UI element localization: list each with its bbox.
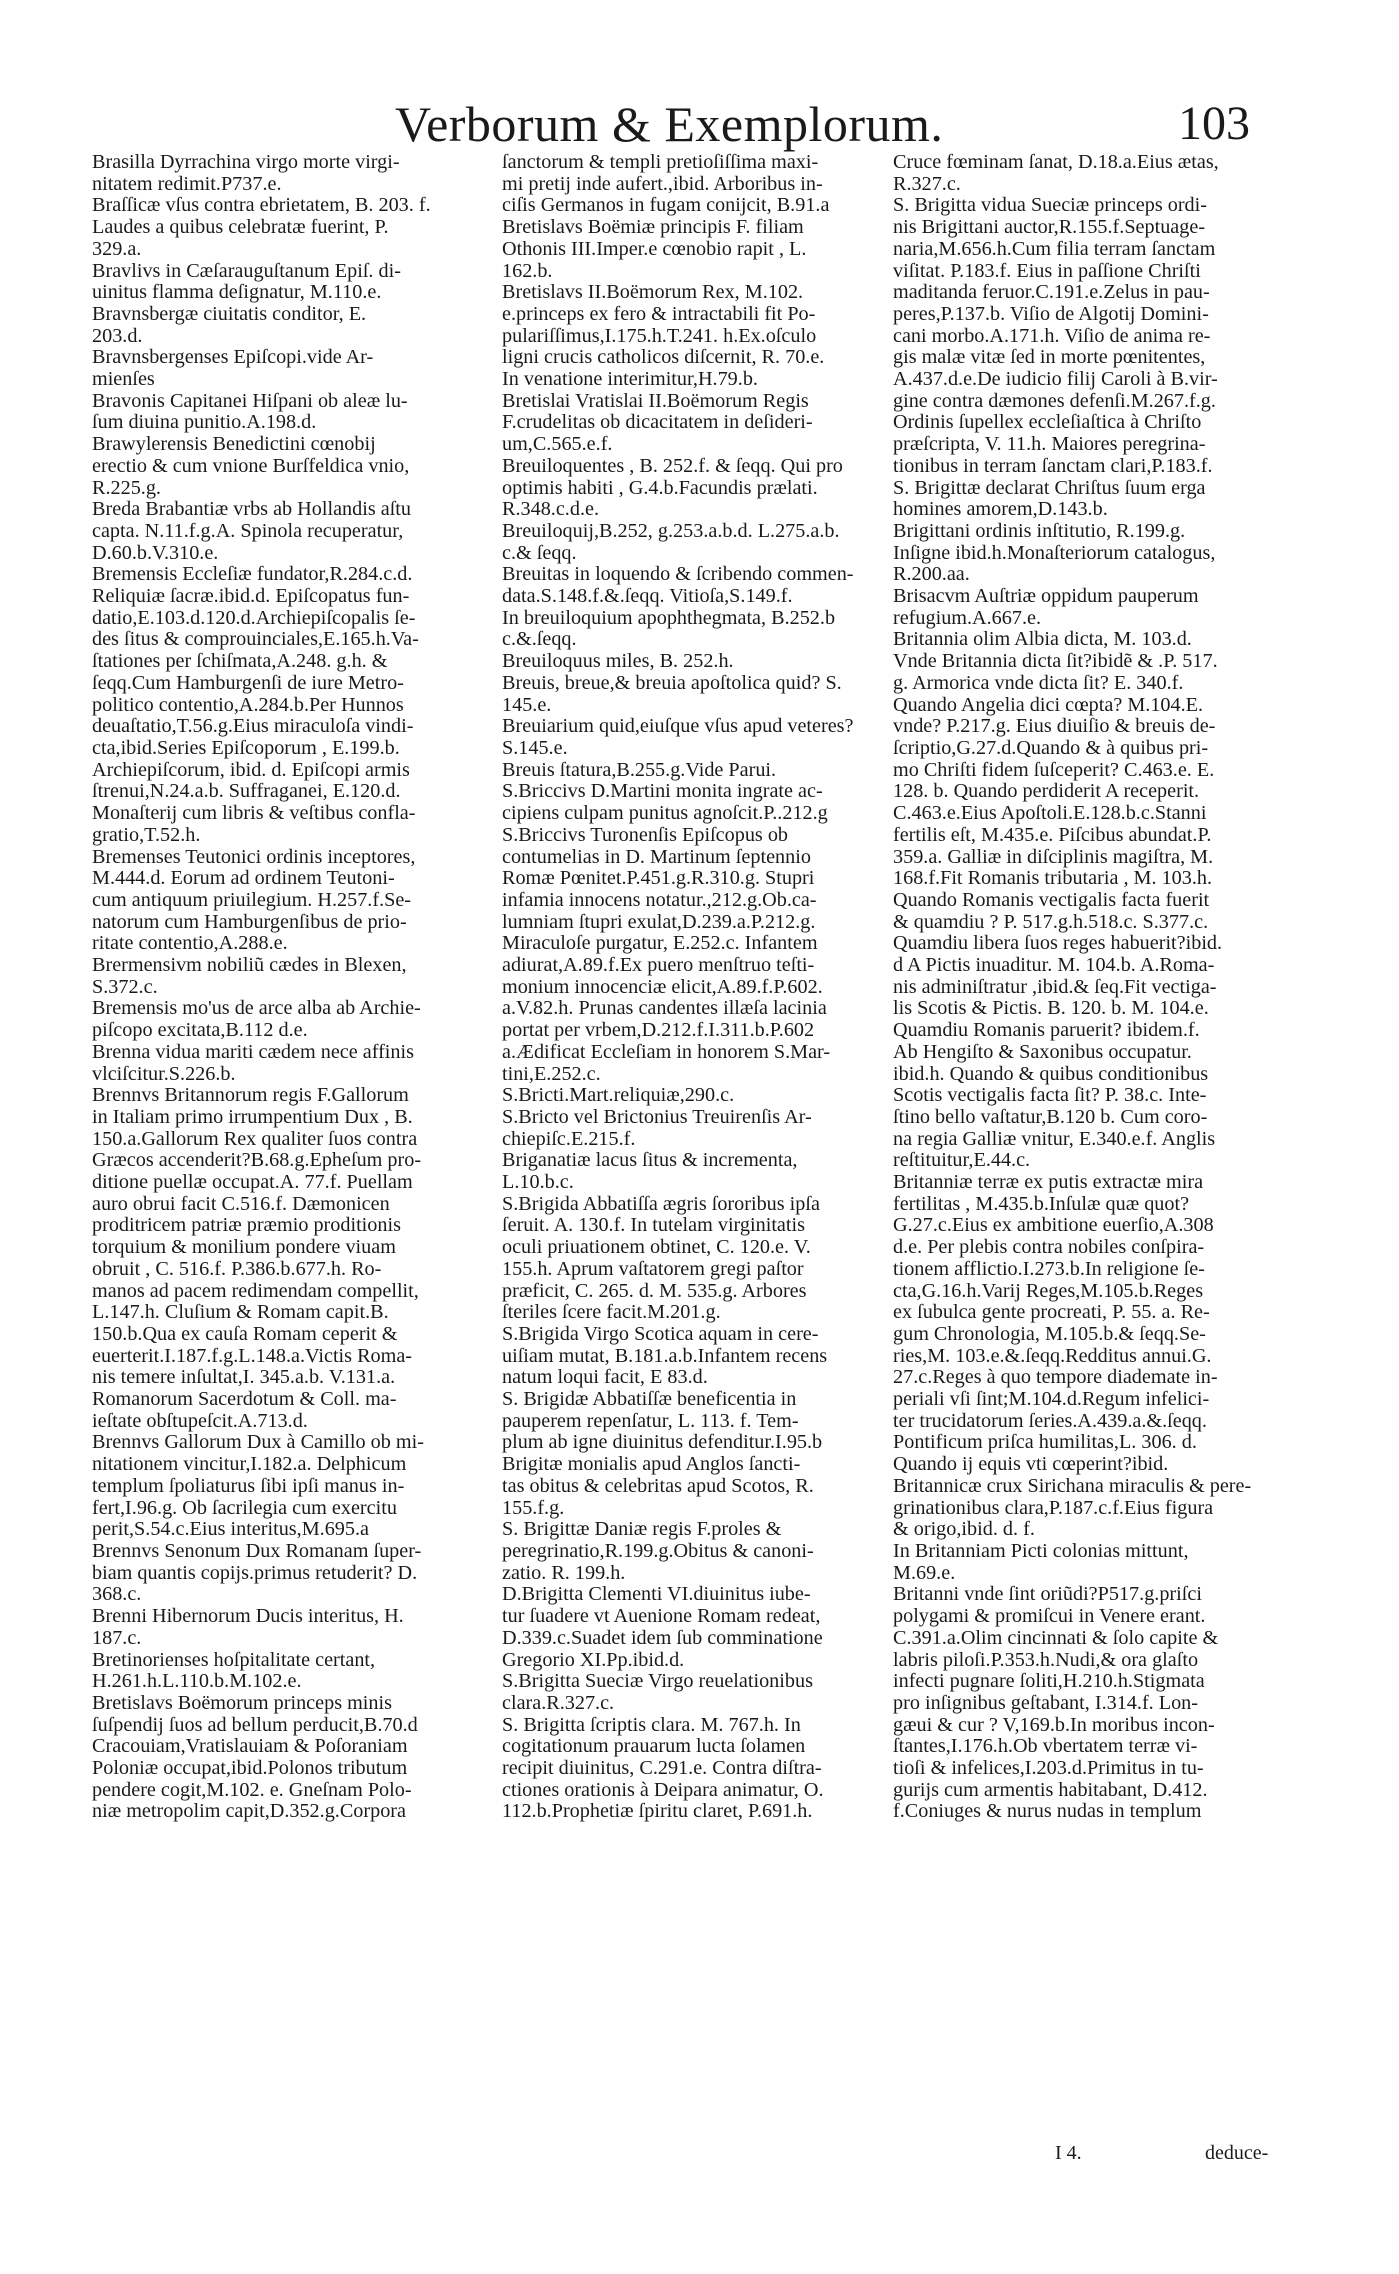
index-line: Bravonis Capitanei Hiſpani ob aleæ lu- — [92, 390, 408, 412]
index-line: niæ metropolim capit,D.352.g.Corpora — [92, 1801, 406, 1823]
index-line: a.Ædificat Eccleſiam in honorem S.Mar- — [502, 1041, 831, 1063]
index-line: ter trucidatorum ſeries.A.439.a.&.ſeqq. — [893, 1410, 1207, 1432]
index-line: ſtantes,I.176.h.Ob vbertatem terræ vi- — [893, 1736, 1198, 1758]
index-line: Brigitæ monialis apud Anglos ſancti- — [502, 1454, 801, 1476]
index-line: Bremensis mo'us de arce alba ab Archie- — [92, 998, 421, 1020]
index-line: Quando Angelia dici cœpta? M.104.E. — [893, 694, 1204, 716]
index-line: Romæ Pœnitet.P.451.g.R.310.g. Stupri — [502, 868, 815, 890]
index-line: In Britanniam Picti colonias mittunt, — [893, 1541, 1189, 1562]
index-line: optimis habiti , G.4.b.Facundis prælati. — [502, 477, 818, 499]
index-line: c.& ſeqq. — [502, 542, 577, 564]
index-line: Pontificum priſca humilitas,L. 306. d. — [893, 1432, 1197, 1454]
index-line: Brennvs Senonum Dux Romanam ſuper- — [92, 1541, 422, 1562]
index-line: tionibus in terram ſanctam clari,P.183.f. — [893, 455, 1213, 477]
index-line: Breuiloquus miles, B. 252.h. — [502, 651, 734, 673]
index-line: Miraculoſe purgatur, E.252.c. Infantem — [502, 933, 818, 955]
index-line: natum loqui facit, E 83.d. — [502, 1367, 708, 1389]
index-line: natorum cum Hamburgenſibus de prio- — [92, 911, 407, 933]
index-line: Britanniæ terræ ex putis extractæ mira — [893, 1172, 1204, 1194]
index-line: perit,S.54.c.Eius interitus,M.695.a — [92, 1519, 369, 1541]
index-line: monium innocenciæ elicit,A.89.f.P.602. — [502, 976, 823, 998]
index-line: Brigittani ordinis inſtitutio, R.199.g. — [893, 520, 1186, 542]
index-line: ex ſubulca gente procreati, P. 55. a. Re- — [893, 1302, 1210, 1324]
index-line: fertilitas , M.435.b.Inſulæ quæ quot? — [893, 1193, 1190, 1215]
index-line: cogitationum prauarum lucta ſolamen — [502, 1736, 806, 1758]
index-line: Quamdiu libera ſuos reges habuerit?ibid. — [893, 933, 1223, 955]
index-line: cani morbo.A.171.h. Viſio de anima re- — [893, 325, 1211, 347]
index-line: g. Armorica vnde dicta ſit? E. 340.f. — [893, 672, 1184, 694]
index-column-middle — [502, 152, 900, 1823]
index-line: tur ſuadere vt Auenione Romam redeat, — [502, 1606, 821, 1628]
index-line: ieſtate obſtupeſcit.A.713.d. — [92, 1410, 308, 1432]
index-line: um,C.565.e.f. — [502, 434, 613, 456]
index-line: f.Coniuges & nurus nudas in templum — [893, 1801, 1202, 1823]
index-line: Quamdiu Romanis paruerit? ibidem.f. — [893, 1020, 1200, 1042]
index-line: Vnde Britannia dicta ſit?ibidẽ & .P. 517. — [893, 651, 1218, 673]
index-line: præſcripta, V. 11.h. Maiores peregrina- — [893, 434, 1206, 456]
index-line: 187.c. — [92, 1627, 142, 1649]
index-line: pauperem repenſatur, L. 113. f. Tem- — [502, 1410, 799, 1432]
index-line: L.147.h. Cluſium & Romam capit.B. — [92, 1302, 389, 1324]
index-line: ibid.h. Quando & quibus conditionibus — [893, 1063, 1209, 1085]
index-line: D.60.b.V.310.e. — [92, 542, 219, 564]
index-line: Briganatiæ lacus ſitus & incrementa, — [502, 1150, 798, 1172]
index-line: refugium.A.667.e. — [893, 607, 1042, 629]
index-line: S. Brigittæ Daniæ regis F.proles & — [502, 1519, 782, 1541]
index-line: gum Chronologia, M.105.b.& ſeqq.Se- — [893, 1323, 1206, 1345]
index-line: ligni crucis catholicos diſcernit, R. 70.e. — [502, 347, 825, 369]
index-line: peregrinatio,R.199.g.Obitus & canoni- — [502, 1541, 814, 1562]
index-line: Brennvs Gallorum Dux à Camillo ob mi- — [92, 1432, 424, 1454]
index-line: C.391.a.Olim cincinnati & ſolo capite & — [893, 1627, 1219, 1649]
index-line: Bravnsbergenses Epiſcopi.vide Ar- — [92, 347, 374, 369]
index-line: na regia Galliæ vnitur, E.340.e.f. Anglis — [893, 1128, 1216, 1150]
index-line: chiepiſc.E.215.f. — [502, 1128, 636, 1150]
index-line: In venatione interimitur,H.79.b. — [502, 369, 758, 391]
index-line: F.crudelitas ob dicacitatem in deſideri- — [502, 412, 813, 434]
index-line: ſteriles ſcere facit.M.201.g. — [502, 1302, 721, 1324]
index-line: R.327.c. — [893, 173, 961, 195]
index-line: 162.b. — [502, 260, 553, 282]
index-line: Bremenses Teutonici ordinis inceptores, — [92, 846, 416, 868]
index-line: naria,M.656.h.Cum filia terram ſanctam — [893, 238, 1216, 260]
index-line: euerterit.I.187.f.g.L.148.a.Victis Roma- — [92, 1345, 413, 1367]
index-line: pro inſignibus geſtabant, I.314.f. Lon- — [893, 1692, 1199, 1714]
index-line: Bremensis Eccleſiæ fundator,R.284.c.d. — [92, 564, 413, 586]
index-line: Bretislavs Boëmiæ principis F. filiam — [502, 217, 804, 239]
index-line: adiurat,A.89.f.Ex puero menſtruo teſti- — [502, 955, 815, 977]
index-line: 155.f.g. — [502, 1497, 565, 1519]
index-line: Braſſicæ vſus contra ebrietatem, B. 203. f. — [92, 195, 431, 217]
index-line: ſeruit. A. 130.f. In tutelam virginitatis — [502, 1215, 805, 1237]
index-line: gine contra dæmones defenſi.M.267.f.g. — [893, 390, 1216, 412]
index-line: S.Brigida Virgo Scotica aquam in cere- — [502, 1323, 819, 1345]
index-line: Bretinorienses hoſpitalitate certant, — [92, 1649, 376, 1671]
index-line: manos ad pacem redimendam compellit, — [92, 1280, 419, 1302]
index-line: Brenna vidua mariti cædem nece affinis — [92, 1041, 414, 1063]
index-line: Brisacvm Auſtriæ oppidum pauperum — [893, 586, 1199, 608]
index-line: erectio & cum vnione Burſfeldica vnio, — [92, 455, 410, 477]
index-line: S.145.e. — [502, 737, 568, 759]
index-line: S.Bricti.Mart.reliquiæ,290.c. — [502, 1085, 735, 1107]
index-line: Breuiarium quid,eiuſque vſus apud veteres? — [502, 716, 854, 738]
index-line: mi pretij inde aufert.,ibid. Arboribus in- — [502, 173, 823, 195]
index-line: Othonis III.Imper.e cœnobio rapit , L. — [502, 238, 807, 260]
index-line: maditanda feruor.C.191.e.Zelus in pau- — [893, 282, 1210, 304]
index-column-left — [92, 152, 490, 1823]
index-line: Bravnsbergæ ciuitatis conditor, E. — [92, 303, 367, 325]
index-line: Britannia olim Albia dicta, M. 103.d. — [893, 629, 1192, 651]
index-line: fertilis eſt, M.435.e. Piſcibus abundat.P. — [893, 824, 1212, 846]
index-line: Cruce fœminam ſanat, D.18.a.Eius ætas, — [893, 152, 1219, 173]
index-line: piſcopo excitata,B.112 d.e. — [92, 1020, 308, 1042]
index-line: Breuiloquentes , B. 252.f. & ſeqq. Qui pro — [502, 455, 843, 477]
index-line: G.27.c.Eius ex ambitione euerſio,A.308 — [893, 1215, 1214, 1237]
index-line: M.69.e. — [893, 1562, 956, 1584]
index-line: mo Chriſti fidem ſuſceperit? C.463.e. E. — [893, 759, 1215, 781]
index-line: Breda Brabantiæ vrbs ab Hollandis aſtu — [92, 499, 412, 521]
index-line: nis temere inſultat,I. 345.a.b. V.131.a. — [92, 1367, 396, 1389]
index-line: c.&.ſeqq. — [502, 629, 577, 651]
index-line: S.372.c. — [92, 976, 158, 998]
index-line: deuaſtatio,T.56.g.Eius miraculoſa vindi- — [92, 716, 414, 738]
index-line: ritate contentio,A.288.e. — [92, 933, 288, 955]
index-line: ſcriptio,G.27.d.Quando & à quibus pri- — [893, 737, 1209, 759]
index-line: R.225.g. — [92, 477, 161, 499]
index-line: M.444.d. Eorum ad ordinem Teutoni- — [92, 868, 395, 890]
index-line: ſuſpendij ſuos ad bellum perducit,B.70.d — [92, 1714, 418, 1736]
index-line: zatio. R. 199.h. — [502, 1562, 626, 1584]
index-line: grinationibus clara,P.187.c.f.Eius figura — [893, 1497, 1214, 1519]
index-line: polygami & promiſcui in Venere erant. — [893, 1606, 1206, 1628]
index-line: S.Briccivs D.Martini monita ingrate ac- — [502, 781, 823, 803]
index-line: S. Brigitta vidua Sueciæ princeps ordi- — [893, 195, 1207, 217]
index-line: peres,P.137.b. Viſio de Algotij Domini- — [893, 303, 1209, 325]
index-line: Reliquiæ ſacræ.ibid.d. Epiſcopatus fun- — [92, 586, 410, 608]
index-line: Græcos accenderit?B.68.g.Epheſum pro- — [92, 1150, 422, 1172]
index-line: d.e. Per plebis contra nobiles conſpira- — [893, 1237, 1205, 1259]
index-line: Inſigne ibid.h.Monaſteriorum catalogus, — [893, 542, 1216, 564]
index-line: contumelias in D. Martinum ſeptennio — [502, 846, 811, 868]
index-line: L.10.b.c. — [502, 1172, 574, 1194]
index-line: Brermensivm nobiliũ cædes in Blexen, — [92, 955, 407, 977]
index-line: S. Brigidæ Abbatiſſæ beneficentia in — [502, 1389, 797, 1411]
index-line: A.437.d.e.De iudicio filij Caroli à B.vir- — [893, 369, 1218, 391]
index-line: ſeqq.Cum Hamburgenſi de iure Metro- — [92, 672, 404, 694]
index-line: S.Brigida Abbatiſſa ægris ſororibus ipſa — [502, 1193, 820, 1215]
index-line: fert,I.96.g. Ob ſacrilegia cum exercitu — [92, 1497, 397, 1519]
index-line: proditricem patriæ præmio proditionis — [92, 1215, 401, 1237]
index-line: lis Scotis & Pictis. B. 120. b. M. 104.e. — [893, 998, 1209, 1020]
index-line: Monaſterij cum libris & veſtibus confla- — [92, 803, 416, 825]
signature-mark: I 4. — [1055, 2142, 1082, 2164]
index-line: infamia innocens notatur.,212.g.Ob.ca- — [502, 889, 817, 911]
index-line: S. Brigittæ declarat Chriſtus ſuum erga — [893, 477, 1206, 499]
index-line: Britannicæ crux Sirichana miraculis & pere- — [893, 1475, 1252, 1497]
index-line: Brennvs Britannorum regis F.Gallorum — [92, 1085, 409, 1107]
index-line: Ab Hengiſto & Saxonibus occupatur. — [893, 1041, 1192, 1063]
index-line: periali vſi ſint;M.104.d.Regum infelici- — [893, 1389, 1210, 1411]
index-line: 145.e. — [502, 694, 552, 716]
index-line: cum antiquum priuilegium. H.257.f.Se- — [92, 889, 412, 911]
index-line: Cracouiam,Vratislauiam & Poſoraniam — [92, 1736, 408, 1758]
index-line: auro obrui facit C.516.f. Dæmonicen — [92, 1193, 390, 1215]
index-line: datio,E.103.d.120.d.Archiepiſcopalis ſe- — [92, 607, 416, 629]
index-line: 150.a.Gallorum Rex qualiter ſuos contra — [92, 1128, 418, 1150]
index-line: Quando ij equis vti cœperint?ibid. — [893, 1454, 1169, 1476]
index-line: & origo,ibid. d. f. — [893, 1519, 1035, 1541]
index-line: 155.h. Aprum vaſtatorem gregi paſtor — [502, 1258, 804, 1280]
index-line: tini,E.252.c. — [502, 1063, 601, 1085]
index-line: nis adminiſtratur ,ibid.& ſeq.Fit vectiga- — [893, 976, 1217, 998]
index-line: vlciſcitur.S.226.b. — [92, 1063, 236, 1085]
index-line: reſtituitur,E.44.c. — [893, 1150, 1031, 1172]
index-line: nitationem vincitur,I.182.a. Delphicum — [92, 1454, 407, 1476]
index-line: 128. b. Quando perdiderit A receperit. — [893, 781, 1200, 803]
index-line: uiſiam mutat, B.181.a.b.Infantem recens — [502, 1345, 828, 1367]
catchword: deduce- — [1205, 2142, 1269, 2164]
index-line: d A Pictis inuaditur. M. 104.b. A.Roma- — [893, 955, 1215, 977]
index-line: gæui & cur ? V,169.b.In moribus incon- — [893, 1714, 1215, 1736]
index-line: Brasilla Dyrrachina virgo morte virgi- — [92, 152, 400, 173]
index-line: R.348.c.d.e. — [502, 499, 599, 521]
index-line: plum ab igne diuinitus defenditur.I.95.b — [502, 1432, 823, 1454]
index-line: Scotis vectigalis facta ſit? P. 38.c. Inte- — [893, 1085, 1207, 1107]
index-line: clara.R.327.c. — [502, 1692, 615, 1714]
index-line: capta. N.11.f.g.A. Spinola recuperatur, — [92, 520, 404, 542]
index-line: templum ſpoliaturus ſibi ipſi manus in- — [92, 1475, 405, 1497]
index-line: uinitus flamma deſignatur, M.110.e. — [92, 282, 382, 304]
index-line: obruit , C. 516.f. P.386.b.677.h. Ro- — [92, 1258, 382, 1280]
index-line: Bretislai Vratislai II.Boëmorum Regis — [502, 390, 809, 412]
index-line: S.Briccivs Turonenſis Epiſcopus ob — [502, 824, 789, 846]
index-line: 27.c.Reges à quo tempore diademate in- — [893, 1367, 1218, 1389]
index-line: ſtationes per ſchiſmata,A.248. g.h. & — [92, 651, 388, 673]
index-line: Romanorum Sacerdotum & Coll. ma- — [92, 1389, 397, 1411]
index-line: vnde? P.217.g. Eius diuiſio & breuis de- — [893, 716, 1216, 738]
index-line: cta,ibid.Series Epiſcoporum , E.199.b. — [92, 737, 400, 759]
index-line: des ſitus & comprouinciales,E.165.h.Va- — [92, 629, 419, 651]
index-line: ſtino bello vaſtatur,B.120 b. Cum coro- — [893, 1106, 1208, 1128]
index-line: gis malæ vitæ ſed in morte pœnitentes, — [893, 347, 1206, 369]
index-line: Brenni Hibernorum Ducis interitus, H. — [92, 1606, 404, 1628]
index-line: homines amorem,D.143.b. — [893, 499, 1108, 521]
index-line: Laudes a quibus celebratæ fuerint, P. — [92, 217, 389, 239]
index-line: 329.a. — [92, 238, 142, 260]
index-line: ſanctorum & templi pretioſiſſima maxi- — [502, 152, 819, 173]
index-line: Bretislavs II.Boëmorum Rex, M.102. — [502, 282, 804, 304]
index-line: recipit diuinitus, C.291.e. Contra diſtra- — [502, 1758, 822, 1780]
index-line: Bravlivs in Cæſarauguſtanum Epiſ. di- — [92, 260, 401, 282]
index-line: Quando Romanis vectigalis facta fuerit — [893, 889, 1210, 911]
index-line: data.S.148.f.&.ſeqq. Vitioſa,S.149.f. — [502, 586, 793, 608]
index-line: labris piloſi.P.353.h.Nudi,& ora glaſto — [893, 1649, 1199, 1671]
index-line: oculi priuationem obtinet, C. 120.e. V. — [502, 1237, 811, 1259]
index-line: 368.c. — [92, 1584, 142, 1606]
index-line: D.Brigitta Clementi VI.diuinitus iube- — [502, 1584, 811, 1606]
running-title: Verborum & Exemplorum. — [395, 96, 944, 152]
index-line: ſtrenui,N.24.a.b. Suffraganei, E.120.d. — [92, 781, 401, 803]
index-line: Britanni vnde ſint oriũdi?P517.g.priſci — [893, 1584, 1202, 1606]
index-line: in Italiam primo irrumpentium Dux , B. — [92, 1106, 413, 1128]
index-line: lumniam ſtupri exulat,D.239.a.P.212.g. — [502, 911, 816, 933]
index-line: Breuis, breue,& breuia apoſtolica quid? S. — [502, 672, 842, 694]
index-line: gratio,T.52.h. — [92, 824, 201, 846]
index-line: infecti pugnare ſoliti,H.210.h.Stigmata — [893, 1671, 1205, 1693]
index-line: cta,G.16.h.Varij Reges,M.105.b.Reges — [893, 1280, 1204, 1302]
index-line: S.Bricto vel Brictonius Treuirenſis Ar- — [502, 1106, 812, 1128]
index-line: torquium & monilium pondere viuam — [92, 1237, 396, 1259]
index-line: 203.d. — [92, 325, 143, 347]
index-line: tioſi & infelices,I.203.d.Primitus in tu- — [893, 1758, 1204, 1780]
index-line: viſitat. P.183.f. Eius in paſſione Chriſti — [893, 260, 1201, 282]
index-column-right — [893, 152, 1291, 1823]
index-line: Breuitas in loquendo & ſcribendo commen- — [502, 564, 854, 586]
index-line: ries,M. 103.e.&.ſeqq.Redditus annui.G. — [893, 1345, 1212, 1367]
index-line: 168.f.Fit Romanis tributaria , M. 103.h. — [893, 868, 1213, 890]
index-line: ſum diuina punitio.A.198.d. — [92, 412, 317, 434]
index-line: Brawylerensis Benedictini cœnobij — [92, 434, 376, 456]
index-line: præficit, C. 265. d. M. 535.g. Arbores — [502, 1280, 807, 1302]
index-line: Poloniæ occupat,ibid.Polonos tributum — [92, 1758, 408, 1780]
index-line: Gregorio XI.Pp.ibid.d. — [502, 1649, 685, 1671]
index-line: mienſes — [92, 369, 155, 391]
index-line: 150.b.Qua ex cauſa Romam ceperit & — [92, 1323, 398, 1345]
index-line: a.V.82.h. Prunas candentes illæſa lacinia — [502, 998, 827, 1020]
index-line: Bretislavs Boëmorum princeps minis — [92, 1692, 392, 1714]
index-line: ditione puellæ occupat.A. 77.f. Puellam — [92, 1172, 413, 1194]
index-line: ctiones orationis à Deipara animatur, O. — [502, 1779, 824, 1801]
index-line: Archiepiſcorum, ibid. d. Epiſcopi armis — [92, 759, 410, 781]
index-line: R.200.aa. — [893, 564, 970, 586]
index-line: In breuiloquium apophthegmata, B.252.b — [502, 607, 836, 629]
index-line: pulariſſimus,I.175.h.T.241. h.Ex.oſculo — [502, 325, 817, 347]
index-line: politico contentio,A.284.b.Per Hunnos — [92, 694, 404, 716]
index-line: cipiens culpam punitus agnoſcit.P..212.g — [502, 803, 828, 825]
index-line: nitatem redimit.P737.e. — [92, 173, 282, 195]
index-line: pendere cogit,M.102. e. Gneſnam Polo- — [92, 1779, 412, 1801]
page-footer — [1055, 2142, 1315, 2168]
index-line: Ordinis ſupellex eccleſiaſtica à Chriſto — [893, 412, 1202, 434]
index-line: tionem afflictio.I.273.b.In religione ſe- — [893, 1258, 1205, 1280]
index-line: H.261.h.L.110.b.M.102.e. — [92, 1671, 302, 1693]
page-number: 103 — [1178, 97, 1250, 150]
index-line: tas obitus & celebritas apud Scotos, R. — [502, 1475, 814, 1497]
index-line: D.339.c.Suadet idem ſub comminatione — [502, 1627, 823, 1649]
index-line: C.463.e.Eius Apoſtoli.E.128.b.c.Stanni — [893, 803, 1207, 825]
index-line: biam quantis copijs.primus retuderit? D. — [92, 1562, 418, 1584]
index-line: 359.a. Galliæ in diſciplinis magiſtra, M. — [893, 846, 1214, 868]
index-line: S. Brigitta ſcriptis clara. M. 767.h. In — [502, 1714, 801, 1736]
index-line: Breuiloquij,B.252, g.253.a.b.d. L.275.a.b. — [502, 520, 840, 542]
index-line: 112.b.Prophetiæ ſpiritu claret, P.691.h. — [502, 1801, 813, 1823]
index-line: e.princeps ex fero & intractabili fit Po- — [502, 303, 816, 325]
index-line: portat per vrbem,D.212.f.I.311.b.P.602 — [502, 1020, 815, 1042]
index-line: gurijs cum armentis habitabant, D.412. — [893, 1779, 1208, 1801]
index-line: & quamdiu ? P. 517.g.h.518.c. S.377.c. — [893, 911, 1209, 933]
index-line: ciſis Germanos in fugam conijcit, B.91.a — [502, 195, 830, 217]
index-line: nis Brigittani auctor,R.155.f.Septuage- — [893, 217, 1206, 239]
index-line: S.Brigitta Sueciæ Virgo reuelationibus — [502, 1671, 813, 1693]
index-line: Breuis ſtatura,B.255.g.Vide Parui. — [502, 759, 777, 781]
